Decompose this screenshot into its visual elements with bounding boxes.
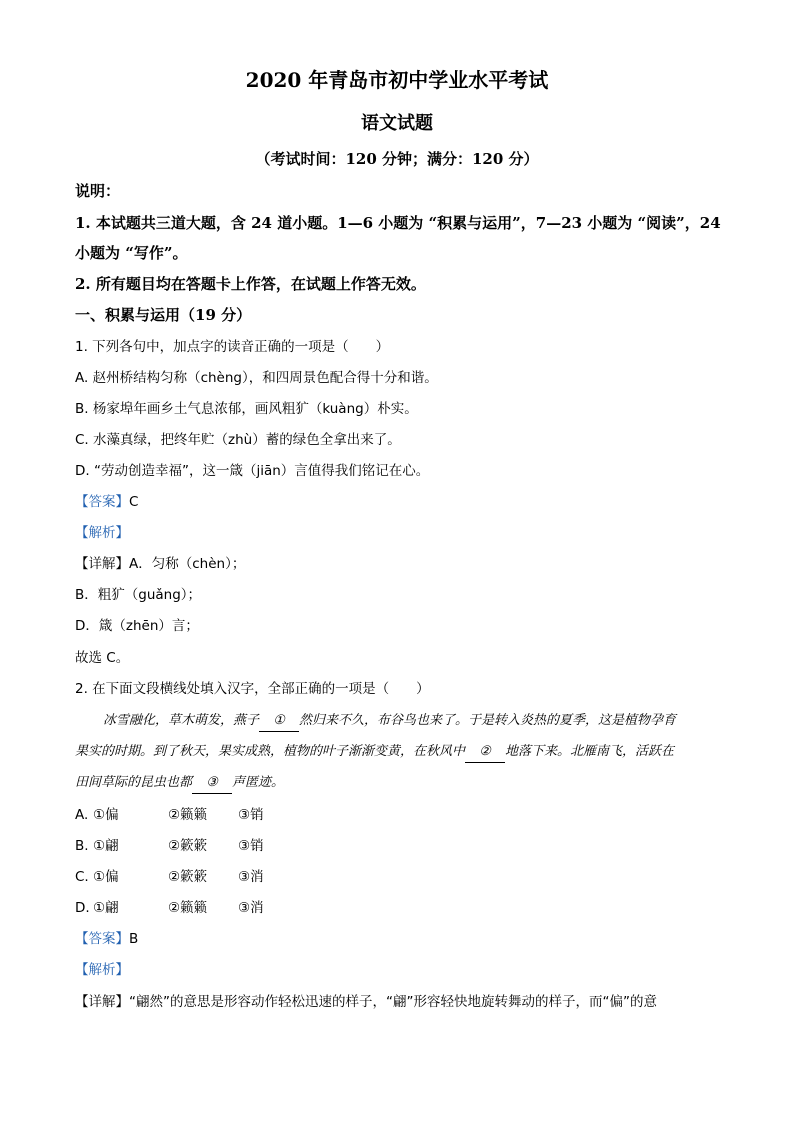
- question-2-option-b: B. ①翩 ②簌簌 ③销: [75, 838, 264, 854]
- instruction-item-1-cont: 小题为 “写作”。: [75, 244, 188, 262]
- instructions-heading: 说明：: [75, 182, 121, 200]
- blank-2: ②: [465, 742, 505, 763]
- subject-title: 语文试题: [361, 113, 433, 134]
- exam-info: （考试时间：120 分钟；满分：120 分）: [255, 150, 539, 168]
- question-2-option-a: A. ①偏 ②籁籁 ③销: [75, 807, 264, 823]
- question-2-option-c: C. ①偏 ②簌簌 ③消: [75, 869, 264, 885]
- passage-line-2: 果实的时期。到了秋天，果实成熟，植物的叶子渐渐变黄，在秋风中 ② 地落下来。北雁南飞，活跃在: [75, 742, 674, 763]
- question-1-option-a: A. 赵州桥结构匀称（chèng），和四周景色配合得十分和谐。: [75, 370, 438, 386]
- question-1-option-b: B. 杨家埠年画乡土气息浓郁，画风粗犷（kuàng）朴实。: [75, 401, 418, 417]
- detail-tag: 【详解】: [75, 994, 129, 1010]
- answer-value: B: [129, 931, 139, 947]
- question-1-answer: [75, 492, 138, 512]
- section-heading: 一、积累与运用（19 分）: [75, 306, 252, 324]
- detail-line: A．匀称（chèn）；: [129, 556, 246, 572]
- question-1-detail: [75, 554, 245, 574]
- exam-title: 2020 年青岛市初中学业水平考试: [245, 68, 549, 92]
- detail-text: “翩然”的意思是形容动作轻松迅速的样子，“翩”形容轻快地旋转舞动的样子，而“偏”的意: [129, 994, 657, 1010]
- answer-value: C: [129, 494, 139, 510]
- instruction-item-2: 2. 所有题目均在答题卡上作答，在试题上作答无效。: [75, 275, 426, 293]
- question-1-detail-line: B．粗犷（guǎng）；: [75, 587, 202, 603]
- blank-3: ③: [192, 773, 232, 794]
- detail-tag: 【详解】: [75, 556, 129, 572]
- question-1-stem: 1. 下列各句中，加点字的读音正确的一项是（ ）: [75, 339, 390, 355]
- passage-line-3: 田间草际的昆虫也都 ③ 声匿迹。: [75, 773, 284, 794]
- question-1-detail-line: D．箴（zhēn）言；: [75, 618, 199, 634]
- question-2-option-d: D. ①翩 ②籁籁 ③消: [75, 900, 264, 916]
- question-1-analysis-tag: 【解析】: [75, 525, 129, 541]
- question-2-stem: 2. 在下面文段横线处填入汉字，全部正确的一项是（ ）: [75, 681, 430, 697]
- question-2-analysis-tag: 【解析】: [75, 962, 129, 978]
- question-1-conclusion: 故选 C。: [75, 650, 130, 666]
- question-2-detail: [75, 992, 657, 1012]
- question-1-option-d: D. “劳动创造幸福”，这一箴（jiān）言值得我们铭记在心。: [75, 463, 430, 479]
- answer-tag: 【答案】: [75, 494, 129, 510]
- blank-1: ①: [259, 711, 299, 732]
- instruction-item-1: 1. 本试题共三道大题，含 24 道小题。1—6 小题为 “积累与运用”，7—23 小题为 “阅读”，24: [75, 214, 721, 232]
- answer-tag: 【答案】: [75, 931, 129, 947]
- question-1-option-c: C. 水藻真绿，把终年贮（zhù）蓄的绿色全拿出来了。: [75, 432, 401, 448]
- passage-line-1: 冰雪融化，草木萌发，燕子 ① 然归来不久，布谷鸟也来了。于是转入炎热的夏季，这是植物孕育: [103, 711, 676, 732]
- question-2-answer: [75, 929, 138, 949]
